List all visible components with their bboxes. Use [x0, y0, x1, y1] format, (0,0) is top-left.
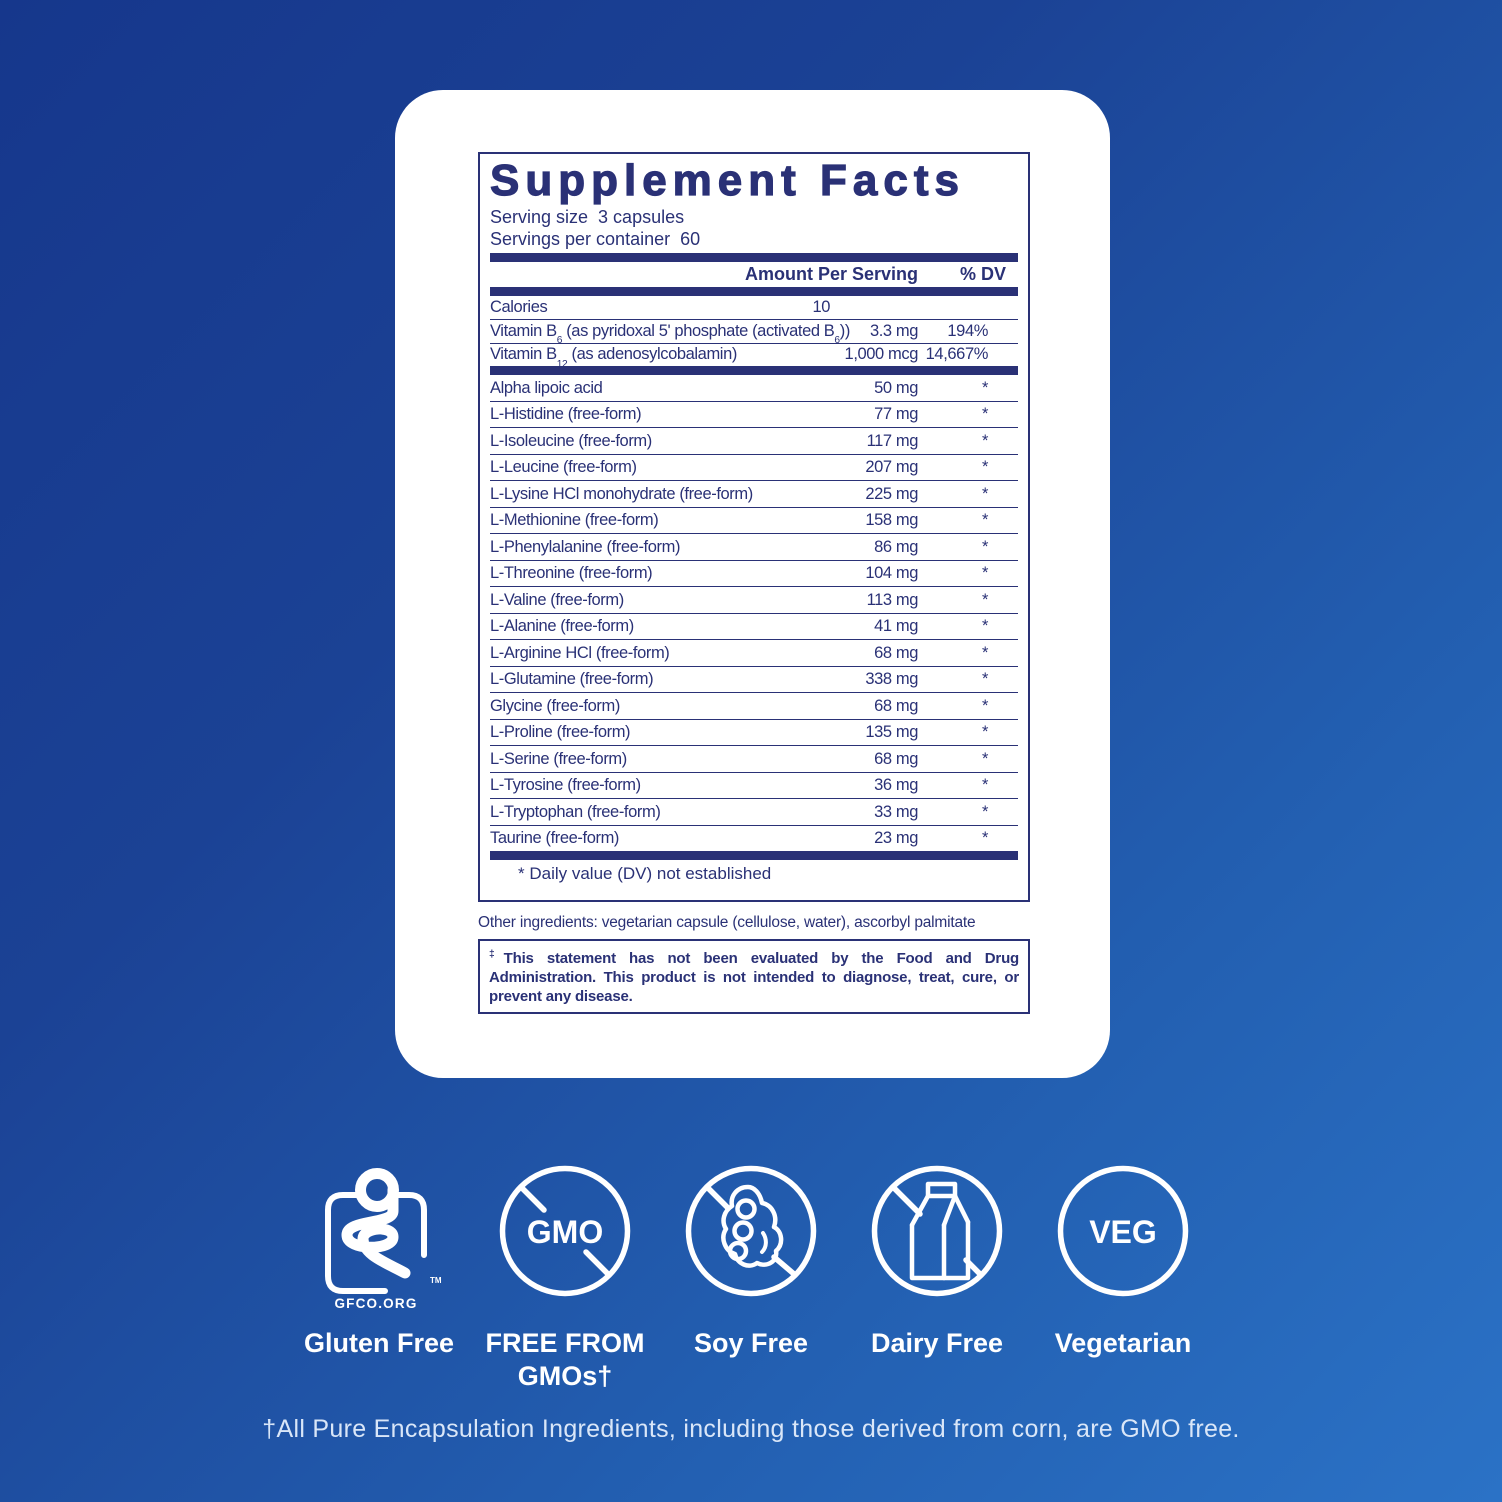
ingredient-daily-value: * [981, 670, 988, 689]
column-header-amount: Amount Per Serving [744, 264, 918, 284]
ingredient-name: L-Isoleucine (free-form) [490, 431, 652, 450]
fact-row [490, 773, 1018, 800]
ingredient-daily-value: * [981, 696, 988, 715]
fda-disclaimer-text: This statement has not been evaluated by the Food and Drug Administration. This product is not intended to diagnose, treat, cure, or prevent any disease. [489, 950, 1019, 1005]
ingredient-daily-value: * [981, 590, 988, 609]
fact-row [490, 614, 1018, 641]
ingredient-name: L-Threonine (free-form) [490, 564, 653, 583]
badge-gluten-free [286, 1163, 472, 1393]
badge-label-vegetarian: Vegetarian [1054, 1328, 1192, 1358]
ingredient-name: L-Glutamine (free-form) [490, 670, 654, 689]
ingredient-amount: 117 mg [866, 431, 918, 450]
fact-row [490, 344, 1018, 370]
supplement-facts-panel [478, 152, 1030, 902]
veg-icon-text: VEG [1089, 1214, 1157, 1250]
certification-badges-row [0, 1163, 1502, 1393]
gfco-trademark: TM [430, 1276, 442, 1285]
ingredient-daily-value: * [981, 617, 988, 636]
fact-row [490, 402, 1018, 429]
amino-acid-rows [490, 375, 1018, 851]
ingredient-amount: 68 mg [874, 643, 918, 662]
ingredient-daily-value: * [981, 484, 988, 503]
ingredient-amount: 113 mg [866, 590, 918, 609]
ingredient-daily-value: * [981, 511, 988, 530]
ingredient-amount: 36 mg [874, 776, 918, 795]
ingredient-daily-value: * [981, 723, 988, 742]
fact-row [490, 508, 1018, 535]
no-soy-icon [685, 1165, 817, 1297]
badge-label-gluten-free: Gluten Free [303, 1328, 455, 1358]
fda-disclaimer-symbol: ‡ [489, 949, 504, 960]
ingredient-amount: 77 mg [874, 405, 918, 424]
fact-row [490, 561, 1018, 588]
servings-per-container-label: Servings per container [490, 229, 671, 249]
gmo-footnote: †All Pure Encapsulation Ingredients, including those derived from corn, are GMO free. [262, 1415, 1240, 1443]
ingredient-amount: 338 mg [865, 670, 918, 689]
badge-label-soy-free: Soy Free [693, 1328, 809, 1358]
ingredient-name: L-Methionine (free-form) [490, 511, 659, 530]
fact-row [490, 428, 1018, 455]
ingredient-amount: 41 mg [874, 617, 918, 636]
fact-row [490, 746, 1018, 773]
ingredient-name: L-Histidine (free-form) [490, 405, 642, 424]
badge-label-gmo-free: FREE FROM GMOs† [485, 1328, 645, 1391]
ingredient-name: Taurine (free-form) [490, 829, 620, 848]
ingredient-name: L-Tyrosine (free-form) [490, 776, 641, 795]
column-header-row [490, 262, 1018, 287]
ingredient-name: L-Valine (free-form) [490, 590, 624, 609]
ingredient-daily-value: * [981, 802, 988, 821]
ingredient-amount: 1,000 mcg [844, 345, 918, 364]
other-ingredients: Other ingredients: vegetarian capsule (cellulose, water), ascorbyl palmitate [478, 914, 976, 931]
ingredient-daily-value: * [981, 829, 988, 848]
ingredient-amount: 135 mg [865, 723, 918, 742]
ingredient-amount: 23 mg [874, 829, 918, 848]
ingredient-name: Glycine (free-form) [490, 696, 620, 715]
ingredient-daily-value: * [981, 431, 988, 450]
serving-size-line [490, 206, 1018, 228]
fact-row [490, 481, 1018, 508]
serving-size-value: 3 capsules [598, 207, 685, 227]
ingredient-daily-value: * [981, 537, 988, 556]
ingredient-daily-value: * [981, 776, 988, 795]
ingredient-amount: 207 mg [865, 458, 918, 477]
ingredient-daily-value: * [981, 378, 988, 397]
gmo-icon-text: GMO [526, 1214, 604, 1250]
fda-disclaimer-box [478, 939, 1030, 1014]
fact-row [490, 693, 1018, 720]
ingredient-daily-value: * [981, 564, 988, 583]
thick-divider [490, 366, 1018, 375]
ingredient-daily-value: * [981, 749, 988, 768]
fact-row [490, 534, 1018, 561]
ingredient-name: Calories [490, 297, 548, 316]
ingredient-amount: 10 [812, 297, 830, 316]
thick-divider [490, 851, 1018, 860]
thick-divider [490, 287, 1018, 296]
label-card [395, 90, 1110, 1078]
fact-row [490, 826, 1018, 852]
ingredient-amount: 225 mg [865, 484, 918, 503]
badge-dairy-free [844, 1163, 1030, 1393]
ingredient-amount: 3.3 mg [869, 321, 918, 340]
ingredient-amount: 86 mg [874, 537, 918, 556]
fact-row [490, 296, 1018, 320]
ingredient-name: Vitamin $B_6$ (as pyridoxal 5' phosphate (activated $B_6$)) [490, 321, 850, 346]
fact-row [490, 667, 1018, 694]
column-header-dv: % DV [959, 264, 1006, 284]
ingredient-amount: 104 mg [865, 564, 918, 583]
ingredient-name: L-Serine (free-form) [490, 749, 627, 768]
ingredient-daily-value: 14,667% [925, 345, 988, 364]
badge-label-dairy-free: Dairy Free [870, 1328, 1004, 1358]
gfco-org-caption: GFCO.ORG [334, 1296, 418, 1311]
ingredient-amount: 68 mg [874, 749, 918, 768]
ingredient-name: Alpha lipoic acid [490, 378, 603, 397]
ingredient-amount: 68 mg [874, 696, 918, 715]
ingredient-name: L-Alanine (free-form) [490, 617, 634, 636]
vitamin-rows [490, 296, 1018, 370]
panel-title: Supplement Facts [490, 156, 965, 205]
ingredient-name: L-Tryptophan (free-form) [490, 802, 661, 821]
badge-gmo-free [472, 1163, 658, 1393]
ingredient-daily-value: * [981, 643, 988, 662]
thick-divider [490, 253, 1018, 262]
ingredient-daily-value: * [981, 458, 988, 477]
ingredient-daily-value: 194% [947, 321, 988, 340]
ingredient-name: L-Arginine HCl (free-form) [490, 643, 670, 662]
fact-row [490, 455, 1018, 482]
ingredient-daily-value: * [981, 405, 988, 424]
fact-row [490, 799, 1018, 826]
ingredient-name: L-Leucine (free-form) [490, 458, 637, 477]
vegetarian-icon [1057, 1165, 1189, 1297]
fact-row [490, 720, 1018, 747]
ingredient-name: Vitamin $B_{12}$ (as adenosylcobalamin) [490, 345, 737, 370]
fact-row [490, 640, 1018, 667]
serving-size-label: Serving size [490, 207, 589, 227]
fact-row [490, 375, 1018, 402]
fact-row [490, 587, 1018, 614]
gfco-gluten-free-logo-icon [313, 1163, 445, 1313]
badge-soy-free [658, 1163, 844, 1393]
ingredient-name: L-Proline (free-form) [490, 723, 631, 742]
badge-vegetarian [1030, 1163, 1216, 1393]
ingredient-amount: 50 mg [874, 378, 918, 397]
ingredient-name: L-Phenylalanine (free-form) [490, 537, 681, 556]
ingredient-amount: 33 mg [874, 802, 918, 821]
servings-per-container-value: 60 [680, 229, 701, 249]
daily-value-note: * Daily value (DV) not established [518, 864, 772, 884]
fact-row [490, 320, 1018, 344]
servings-per-container-line [490, 228, 1018, 250]
no-dairy-icon [871, 1165, 1003, 1297]
ingredient-name: L-Lysine HCl monohydrate (free-form) [490, 484, 753, 503]
no-gmo-icon [499, 1165, 631, 1297]
ingredient-amount: 158 mg [865, 511, 918, 530]
